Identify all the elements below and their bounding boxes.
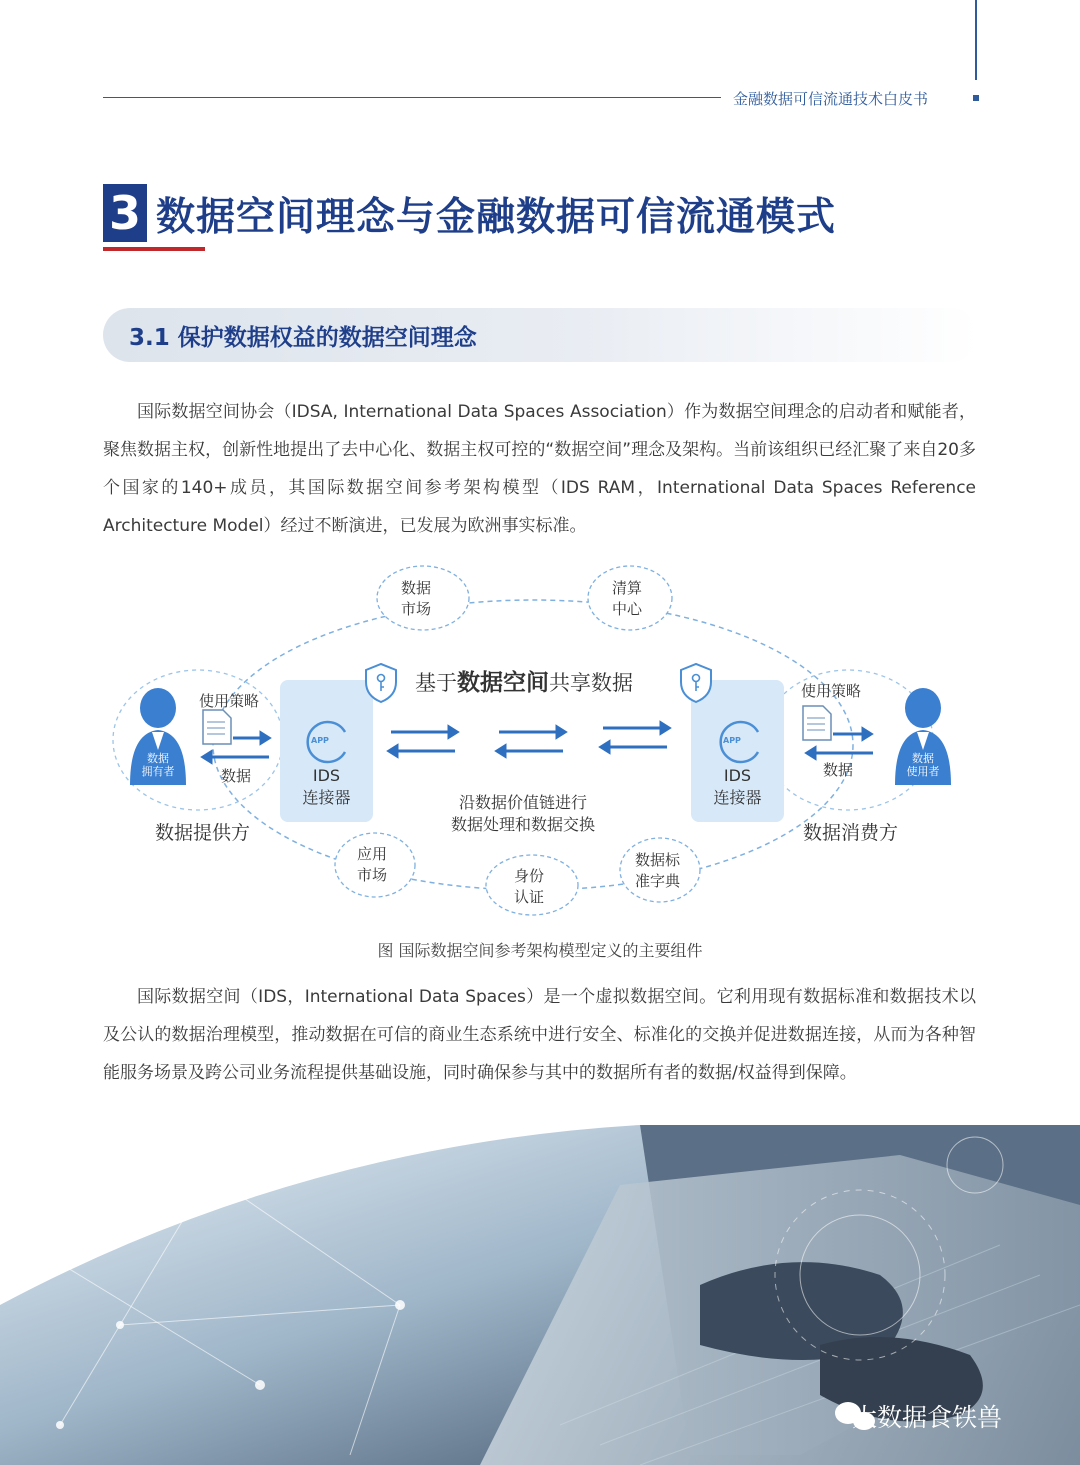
ids-connector-left-label: IDS 连接器 <box>302 766 351 807</box>
chapter-title: 数据空间理念与金融数据可信流通模式 <box>156 195 837 240</box>
data-owner-label: 数据 拥有者 <box>141 752 175 778</box>
paragraph-ids: 国际数据空间（IDS，International Data Spaces）是一个虚拟数据空间。它利用现有数据标准和数据技术以及公认的数据治理模型，推动数据在可信的商业生态系统中进行安全、标准化的交换并促进数据连接，从而为各种智能服务场景及跨公司业务流程提供基础设施，同时确保参与其中的数据所有者的数据/权益得到保障。 <box>103 987 976 1083</box>
section-title: 3.1 保护数据权益的数据空间理念 <box>129 325 477 351</box>
consumer-data-label: 数据 <box>823 761 854 779</box>
data-user-label: 数据 使用者 <box>906 752 940 778</box>
data-space-title: 基于数据空间共享数据 <box>415 670 633 696</box>
header-marker <box>973 95 979 101</box>
shield-icon-right <box>681 664 711 702</box>
paragraph-intro: 国际数据空间协会（IDSA, International Data Spaces Association）作为数据空间理念的启动者和赋能者，聚焦数据主权，创新性地提出了去中心化、数据主权可控的“数据空间”理念及架构。当前该组织已经汇聚了来自20多个国家的140+成员，其国际数据空间参考架构模型（IDS RAM，International Data Spaces Reference Architecture Model）经过不断演进，已发展为欧洲事实标准。 <box>103 402 976 536</box>
header-rule <box>103 97 721 98</box>
cloud-identity-auth-label: 身份 认证 <box>514 867 545 906</box>
policy-document-icon-right <box>803 706 831 740</box>
running-header: 金融数据可信流通技术白皮书 <box>733 90 929 108</box>
provider-data-label: 数据 <box>221 767 252 785</box>
figure-caption: 图 国际数据空间参考架构模型定义的主要组件 <box>377 941 703 960</box>
cloud-data-dictionary-label: 数据标 准字典 <box>635 851 681 890</box>
data-consumer-label: 数据消费方 <box>803 822 899 844</box>
cloud-app-market-label: 应用 市场 <box>357 845 388 884</box>
policy-document-icon-left <box>203 710 231 744</box>
shield-icon-left <box>366 664 396 702</box>
ids-connector-right-label: IDS 连接器 <box>713 766 762 807</box>
cloud-data-market-label: 数据 市场 <box>401 579 432 618</box>
value-chain-text: 沿数据价值链进行 数据处理和数据交换 <box>451 793 596 834</box>
ids-architecture-diagram <box>103 560 978 920</box>
app-label-right: APP <box>723 736 741 745</box>
app-label-left: APP <box>311 736 329 745</box>
consumer-policy-label: 使用策略 <box>801 682 862 700</box>
chapter-underline <box>103 247 205 251</box>
provider-policy-label: 使用策略 <box>199 692 260 710</box>
cloud-clearing-center-label: 清算 中心 <box>612 579 643 618</box>
data-provider-label: 数据提供方 <box>155 822 251 844</box>
exchange-arrows <box>389 723 669 756</box>
chapter-number: 3 <box>103 184 147 242</box>
header-vertical-rule <box>975 0 977 80</box>
watermark-text: 大数据食铁兽 <box>852 1403 1003 1432</box>
